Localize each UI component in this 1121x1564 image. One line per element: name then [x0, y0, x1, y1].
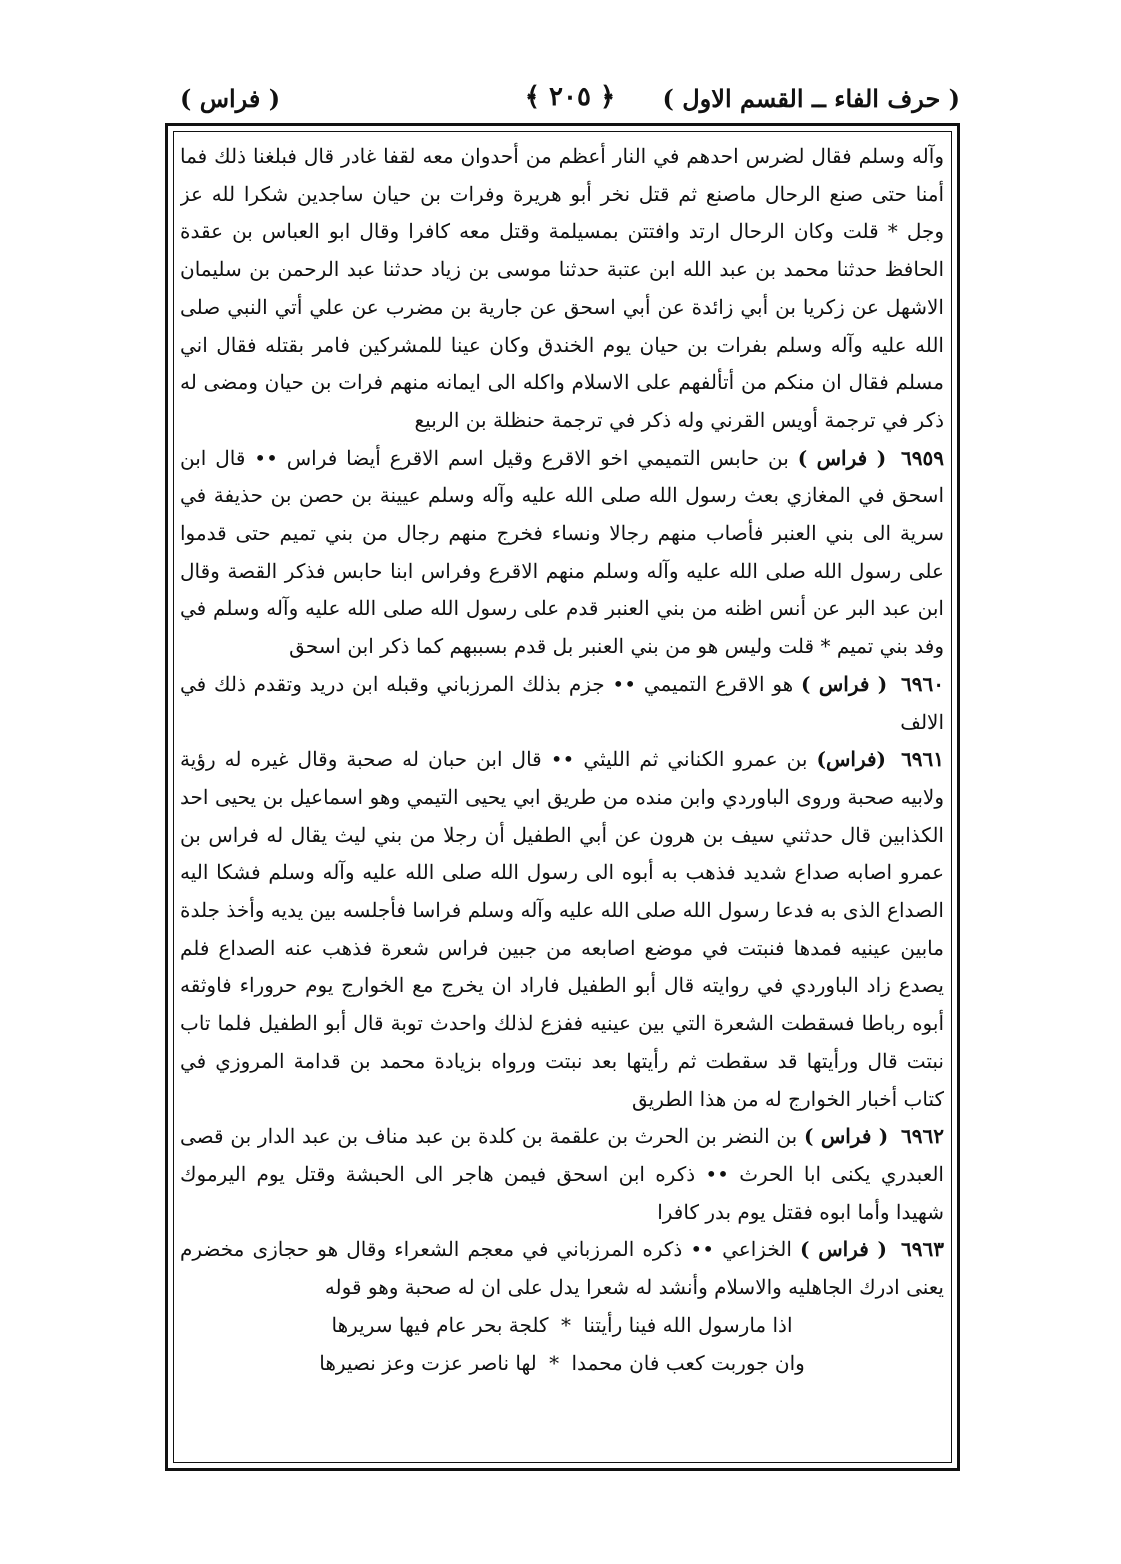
entry-6963: [180, 1231, 944, 1306]
poem: [180, 1307, 944, 1382]
paragraph-text: وآله وسلم فقال لضرس احدهم في النار أعظم من أحدوان معه لقفا غادر قال فبلغنا ذلك فما أمنا حتى صنع الرحال ماصنع ثم قتل نخر أبو هريرة وفرات بن حيان ساجدين شكرا لله عز وجل * قلت وكان الرحال ارتد وافتتن بمسيلمة وقتل معه كافرا وقال ابو العباس بن عقدة الحافظ حدثنا محمد بن عبد الله ابن عتبة حدثنا موسى بن زياد حدثنا عبد الرحمن بن سليمان الاشهل عن زكريا بن أبي زائدة عن أبي اسحق عن جارية بن مضرب عن علي أتي النبي صلى الله عليه وآله وسلم بفرات بن حيان يوم الخندق وكان عينا للمشركين فامر بقتله فقال اني مسلم فقال ان منكم من أتألفهم على الاسلام واكله الى ايمانه منهم فرات بن حيان ومضى له ذكر في ترجمة أويس القرني وله ذكر في ترجمة حنظلة بن الربيع: [180, 144, 944, 432]
entry-6960: [180, 666, 944, 741]
text-body: [180, 138, 944, 1458]
entry-name: ( فراس ): [803, 1124, 889, 1149]
entry-text: هو الاقرع التميمي •• جزم بذلك المرزباني وقبله ابن دريد وتقدم ذلك في الالف: [180, 671, 944, 734]
entry-6959: [180, 440, 944, 666]
page-header: [180, 80, 960, 120]
hemistich-first: وان جوربت كعب فان محمدا: [571, 1350, 805, 1375]
verse-separator: *: [549, 1350, 560, 1375]
entry-text: الخزاعي •• ذكره المرزباني في معجم الشعراء وقال هو حجازى مخضرم يعنى ادرك الجاهليه والاسلام وأنشد له شعرا يدل على ان له صحبة وهو قوله: [180, 1237, 944, 1300]
hemistich-second: كلجة بحر عام فيها سريرها: [331, 1312, 549, 1337]
entry-number: ٦٩٦٠: [901, 671, 944, 696]
page-number: ﴿ ٢٠٥ ﴾: [524, 82, 616, 112]
entry-text: بن عمرو الكناني ثم الليثي •• قال ابن حبان له صحبة وقال غيره له رؤية ولابيه صحبة وروى الباوردي وابن منده من طريق ابي يحيى التيمي وهو اسماعيل بن يحيى احد الكذابين قال حدثني سيف بن هرون عن أبي الطفيل أن رجلا من بني ليث يقال له فراس بن عمرو اصابه صداع شديد فذهب به أبوه الى رسول الله صلى الله عليه وآله وسلم فشكا اليه الصداع الذى به فدعا رسول الله صلى الله عليه وآله وسلم فراسا فأجلسه بين يديه وأخذ جلدة مابين عينيه فمدها فنبتت في موضع اصابعه من جبين فراس شعرة فذهب عنه الصداع فلم يصدع زاد الباوردي في روايته قال أبو الطفيل فاراد ان يخرج مع الخوارج يوم حروراء فاوثقه أبوه رباطا فسقطت الشعرة التي بين عينيه ففزع لذلك واحدث توبة قال أبو الطفيل فلما تاب نبتت قال ورأيتها قد سقطت ثم رأيتها بعد نبتت ورواه بزيادة محمد بن قدامة المروزي في كتاب أخبار الخوارج له من هذا الطريق: [180, 747, 944, 1111]
verse-separator: *: [560, 1312, 571, 1337]
entry-name: ( فراس ): [797, 445, 887, 470]
entry-6961: [180, 741, 944, 1118]
entry-name: ( فراس ): [801, 671, 888, 696]
entry-number: ٦٩٥٩: [901, 445, 944, 470]
entry-number: ٦٩٦٣: [901, 1237, 944, 1262]
paragraph-continued: [180, 138, 944, 440]
entry-number: ٦٩٦١: [901, 747, 944, 772]
section-title: ( حرف الفاء ــ القسم الاول ): [662, 84, 960, 113]
entry-text: بن النضر بن الحرث بن علقمة بن كلدة بن عبد مناف بن عبد الدار بن قصى العبدري يكنى ابا الحرث •• ذكره ابن اسحق فيمن هاجر الى الحبشة وقتل يوم اليرموك شهيدا وأما ابوه فقتل يوم بدر كافرا: [180, 1124, 944, 1224]
entry-name: ( فراس ): [800, 1237, 887, 1262]
poem-verse: [180, 1345, 944, 1383]
entry-6962: [180, 1118, 944, 1231]
entry-name: (فراس): [816, 747, 887, 772]
running-entry-title: ( فراس ): [180, 84, 281, 113]
hemistich-first: اذا مارسول الله فينا رأيتنا: [583, 1312, 793, 1337]
entry-number: ٦٩٦٢: [901, 1124, 944, 1149]
hemistich-second: لها ناصر عزت وعز نصيرها: [319, 1350, 537, 1375]
poem-verse: [180, 1307, 944, 1345]
entry-text: بن حابس التميمي اخو الاقرع وقيل اسم الاقرع أيضا فراس •• قال ابن اسحق في المغازي بعث رسول الله صلى الله عليه وآله وسلم عيينة بن حصن بن حذيفة في سرية الى بني العنبر فأصاب منهم رجالا ونساء فخرج منهم رجال من بني تميم حتى قدموا على رسول الله صلى الله عليه وآله وسلم منهم الاقرع وفراس ابنا حابس فذكر القصة وقال ابن عبد البر عن أنس اظنه من بني العنبر قدم على رسول الله صلى الله عليه وآله وسلم في وفد بني تميم * قلت وليس هو من بني العنبر بل قدم بسببهم كما ذكر ابن اسحق: [180, 445, 944, 659]
